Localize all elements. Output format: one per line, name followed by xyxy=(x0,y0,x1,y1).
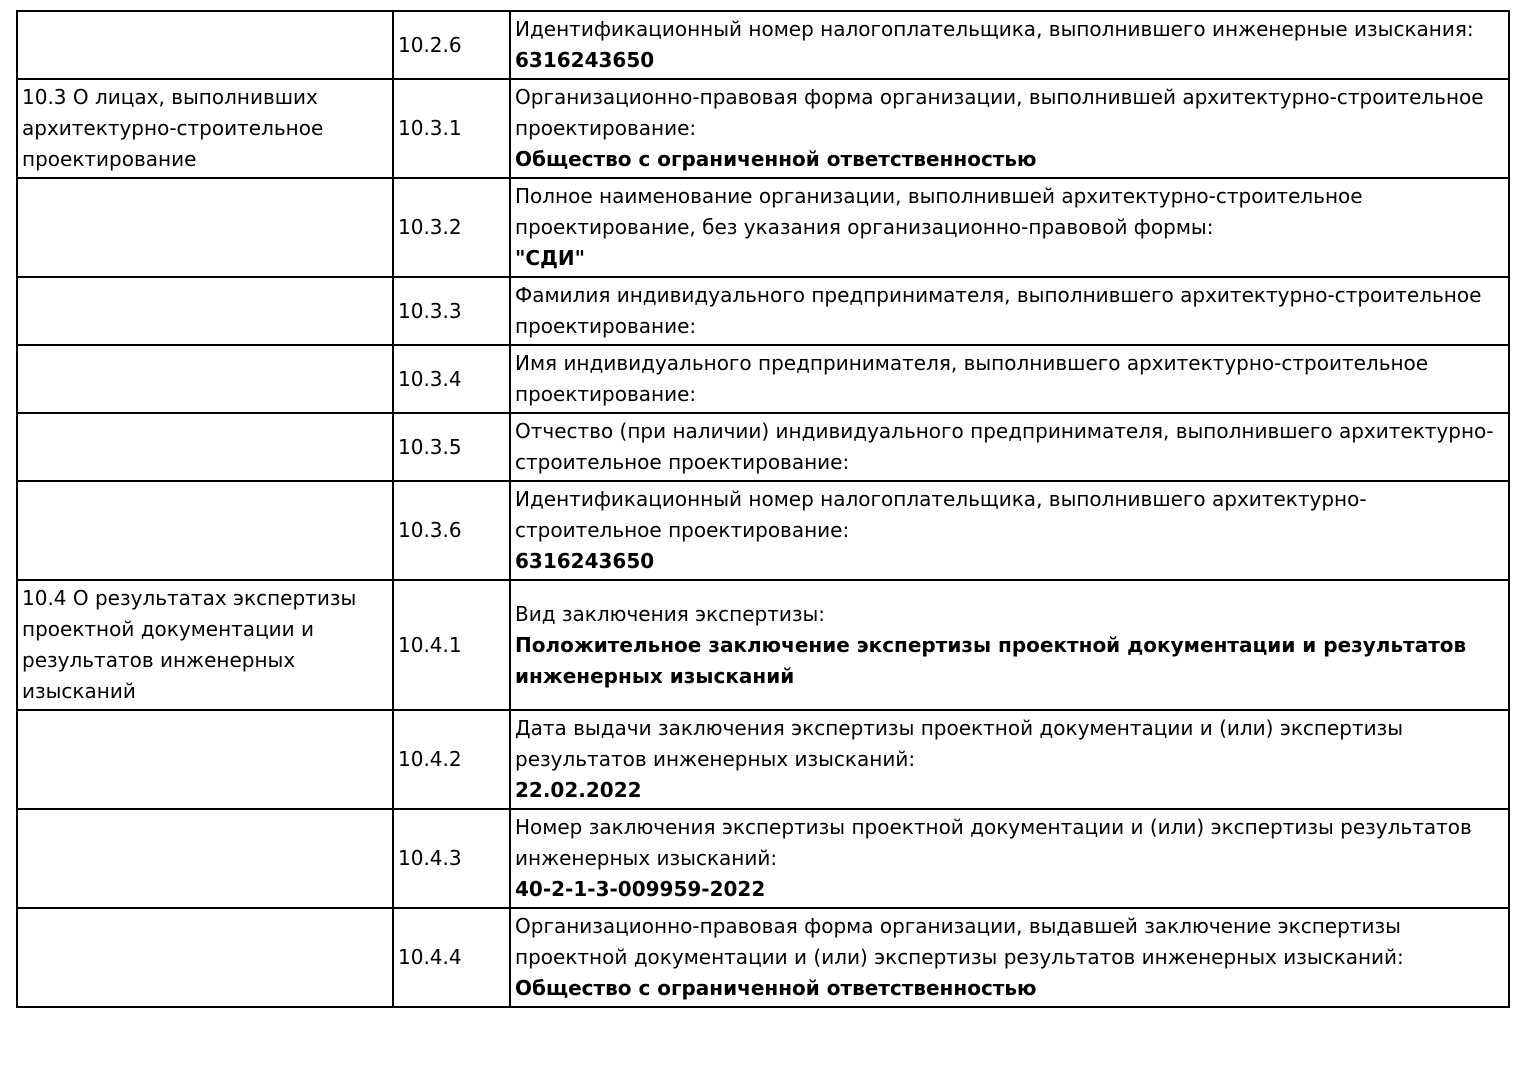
row-code: 10.3.6 xyxy=(398,518,462,542)
table-row xyxy=(17,809,1509,908)
content-cell xyxy=(510,710,1509,809)
row-code-cell xyxy=(393,79,510,178)
row-code: 10.4.4 xyxy=(398,945,462,969)
table-row xyxy=(17,79,1509,178)
field-label: Вид заключения экспертизы: xyxy=(515,601,826,626)
declaration-table xyxy=(16,10,1510,1008)
field-value: 40-2-1-3-009959-2022 xyxy=(515,877,766,901)
row-code-cell xyxy=(393,580,510,710)
table-row xyxy=(17,580,1509,710)
row-code-cell xyxy=(393,710,510,809)
section-label-cell xyxy=(17,11,393,79)
table-row xyxy=(17,481,1509,580)
field-value: 6316243650 xyxy=(515,48,655,72)
section-label-cell xyxy=(17,908,393,1007)
field-label: Организационно-правовая форма организации, выдавшей заключение экспертизы проектной документации и (или) экспертизы результатов инженерных изысканий: xyxy=(515,914,1404,969)
row-code: 10.3.3 xyxy=(398,298,462,323)
row-code-cell xyxy=(393,11,510,79)
section-label-cell xyxy=(17,580,393,710)
section-label: 10.3 О лицах, выполнивших архитектурно-строительное проектирование xyxy=(22,85,324,171)
field-label: Фамилия индивидуального предпринимателя, выполнившего архитектурно-строительное проектирование: xyxy=(515,283,1482,338)
row-code: 10.2.6 xyxy=(398,32,462,57)
section-label-cell xyxy=(17,277,393,345)
row-code: 10.3.4 xyxy=(398,366,462,391)
table-body xyxy=(17,11,1509,1007)
section-label-cell xyxy=(17,345,393,413)
field-label: Имя индивидуального предпринимателя, выполнившего архитектурно-строительное проектирование: xyxy=(515,351,1429,406)
field-label: Отчество (при наличии) индивидуального предпринимателя, выполнившего архитектурно-строительное проектирование: xyxy=(515,419,1494,474)
content-cell xyxy=(510,277,1509,345)
row-code: 10.3.2 xyxy=(398,215,462,239)
field-value: 22.02.2022 xyxy=(515,778,642,802)
field-label: Полное наименование организации, выполнившей архитектурно-строительное проектирование, без указания организационно-правовой формы: xyxy=(515,184,1363,239)
row-code-cell xyxy=(393,277,510,345)
field-value: Общество с ограниченной ответственностью xyxy=(515,976,1037,1000)
field-label: Организационно-правовая форма организации, выполнившей архитектурно-строительное проектирование: xyxy=(515,85,1484,140)
row-code: 10.3.1 xyxy=(398,116,462,140)
row-code-cell xyxy=(393,908,510,1007)
row-code-cell xyxy=(393,481,510,580)
field-label: Номер заключения экспертизы проектной документации и (или) экспертизы результатов инженерных изысканий: xyxy=(515,815,1472,870)
row-code: 10.4.2 xyxy=(398,747,462,771)
row-code-cell xyxy=(393,178,510,277)
content-cell xyxy=(510,481,1509,580)
section-label-cell xyxy=(17,481,393,580)
table-row xyxy=(17,710,1509,809)
content-cell xyxy=(510,908,1509,1007)
content-cell xyxy=(510,809,1509,908)
field-value: 6316243650 xyxy=(515,549,655,573)
section-label-cell xyxy=(17,178,393,277)
field-label: Идентификационный номер налогоплательщика, выполнившего инженерные изыскания: xyxy=(515,17,1474,41)
table-row xyxy=(17,178,1509,277)
field-value: "СДИ" xyxy=(515,246,586,270)
table-row xyxy=(17,345,1509,413)
section-label-cell xyxy=(17,413,393,481)
row-code-cell xyxy=(393,413,510,481)
field-value: Положительное заключение экспертизы проектной документации и результатов инженерных изысканий xyxy=(515,632,1467,688)
field-value: Общество с ограниченной ответственностью xyxy=(515,147,1037,171)
row-code: 10.3.5 xyxy=(398,434,462,459)
content-cell xyxy=(510,580,1509,710)
row-code-cell xyxy=(393,809,510,908)
section-label: 10.4 О результатах экспертизы проектной документации и результатов инженерных изысканий xyxy=(22,586,357,703)
row-code: 10.4.3 xyxy=(398,846,462,870)
table-row xyxy=(17,11,1509,79)
field-label: Идентификационный номер налогоплательщика, выполнившего архитектурно-строительное проектирование: xyxy=(515,487,1367,542)
content-cell xyxy=(510,413,1509,481)
row-code-cell xyxy=(393,345,510,413)
field-label: Дата выдачи заключения экспертизы проектной документации и (или) экспертизы результатов инженерных изысканий: xyxy=(515,716,1404,771)
content-cell xyxy=(510,11,1509,79)
content-cell xyxy=(510,178,1509,277)
content-cell xyxy=(510,345,1509,413)
section-label-cell xyxy=(17,710,393,809)
content-cell xyxy=(510,79,1509,178)
section-label-cell xyxy=(17,809,393,908)
row-code: 10.4.1 xyxy=(398,632,462,657)
table-row xyxy=(17,413,1509,481)
table-row xyxy=(17,277,1509,345)
table-row xyxy=(17,908,1509,1007)
section-label-cell xyxy=(17,79,393,178)
